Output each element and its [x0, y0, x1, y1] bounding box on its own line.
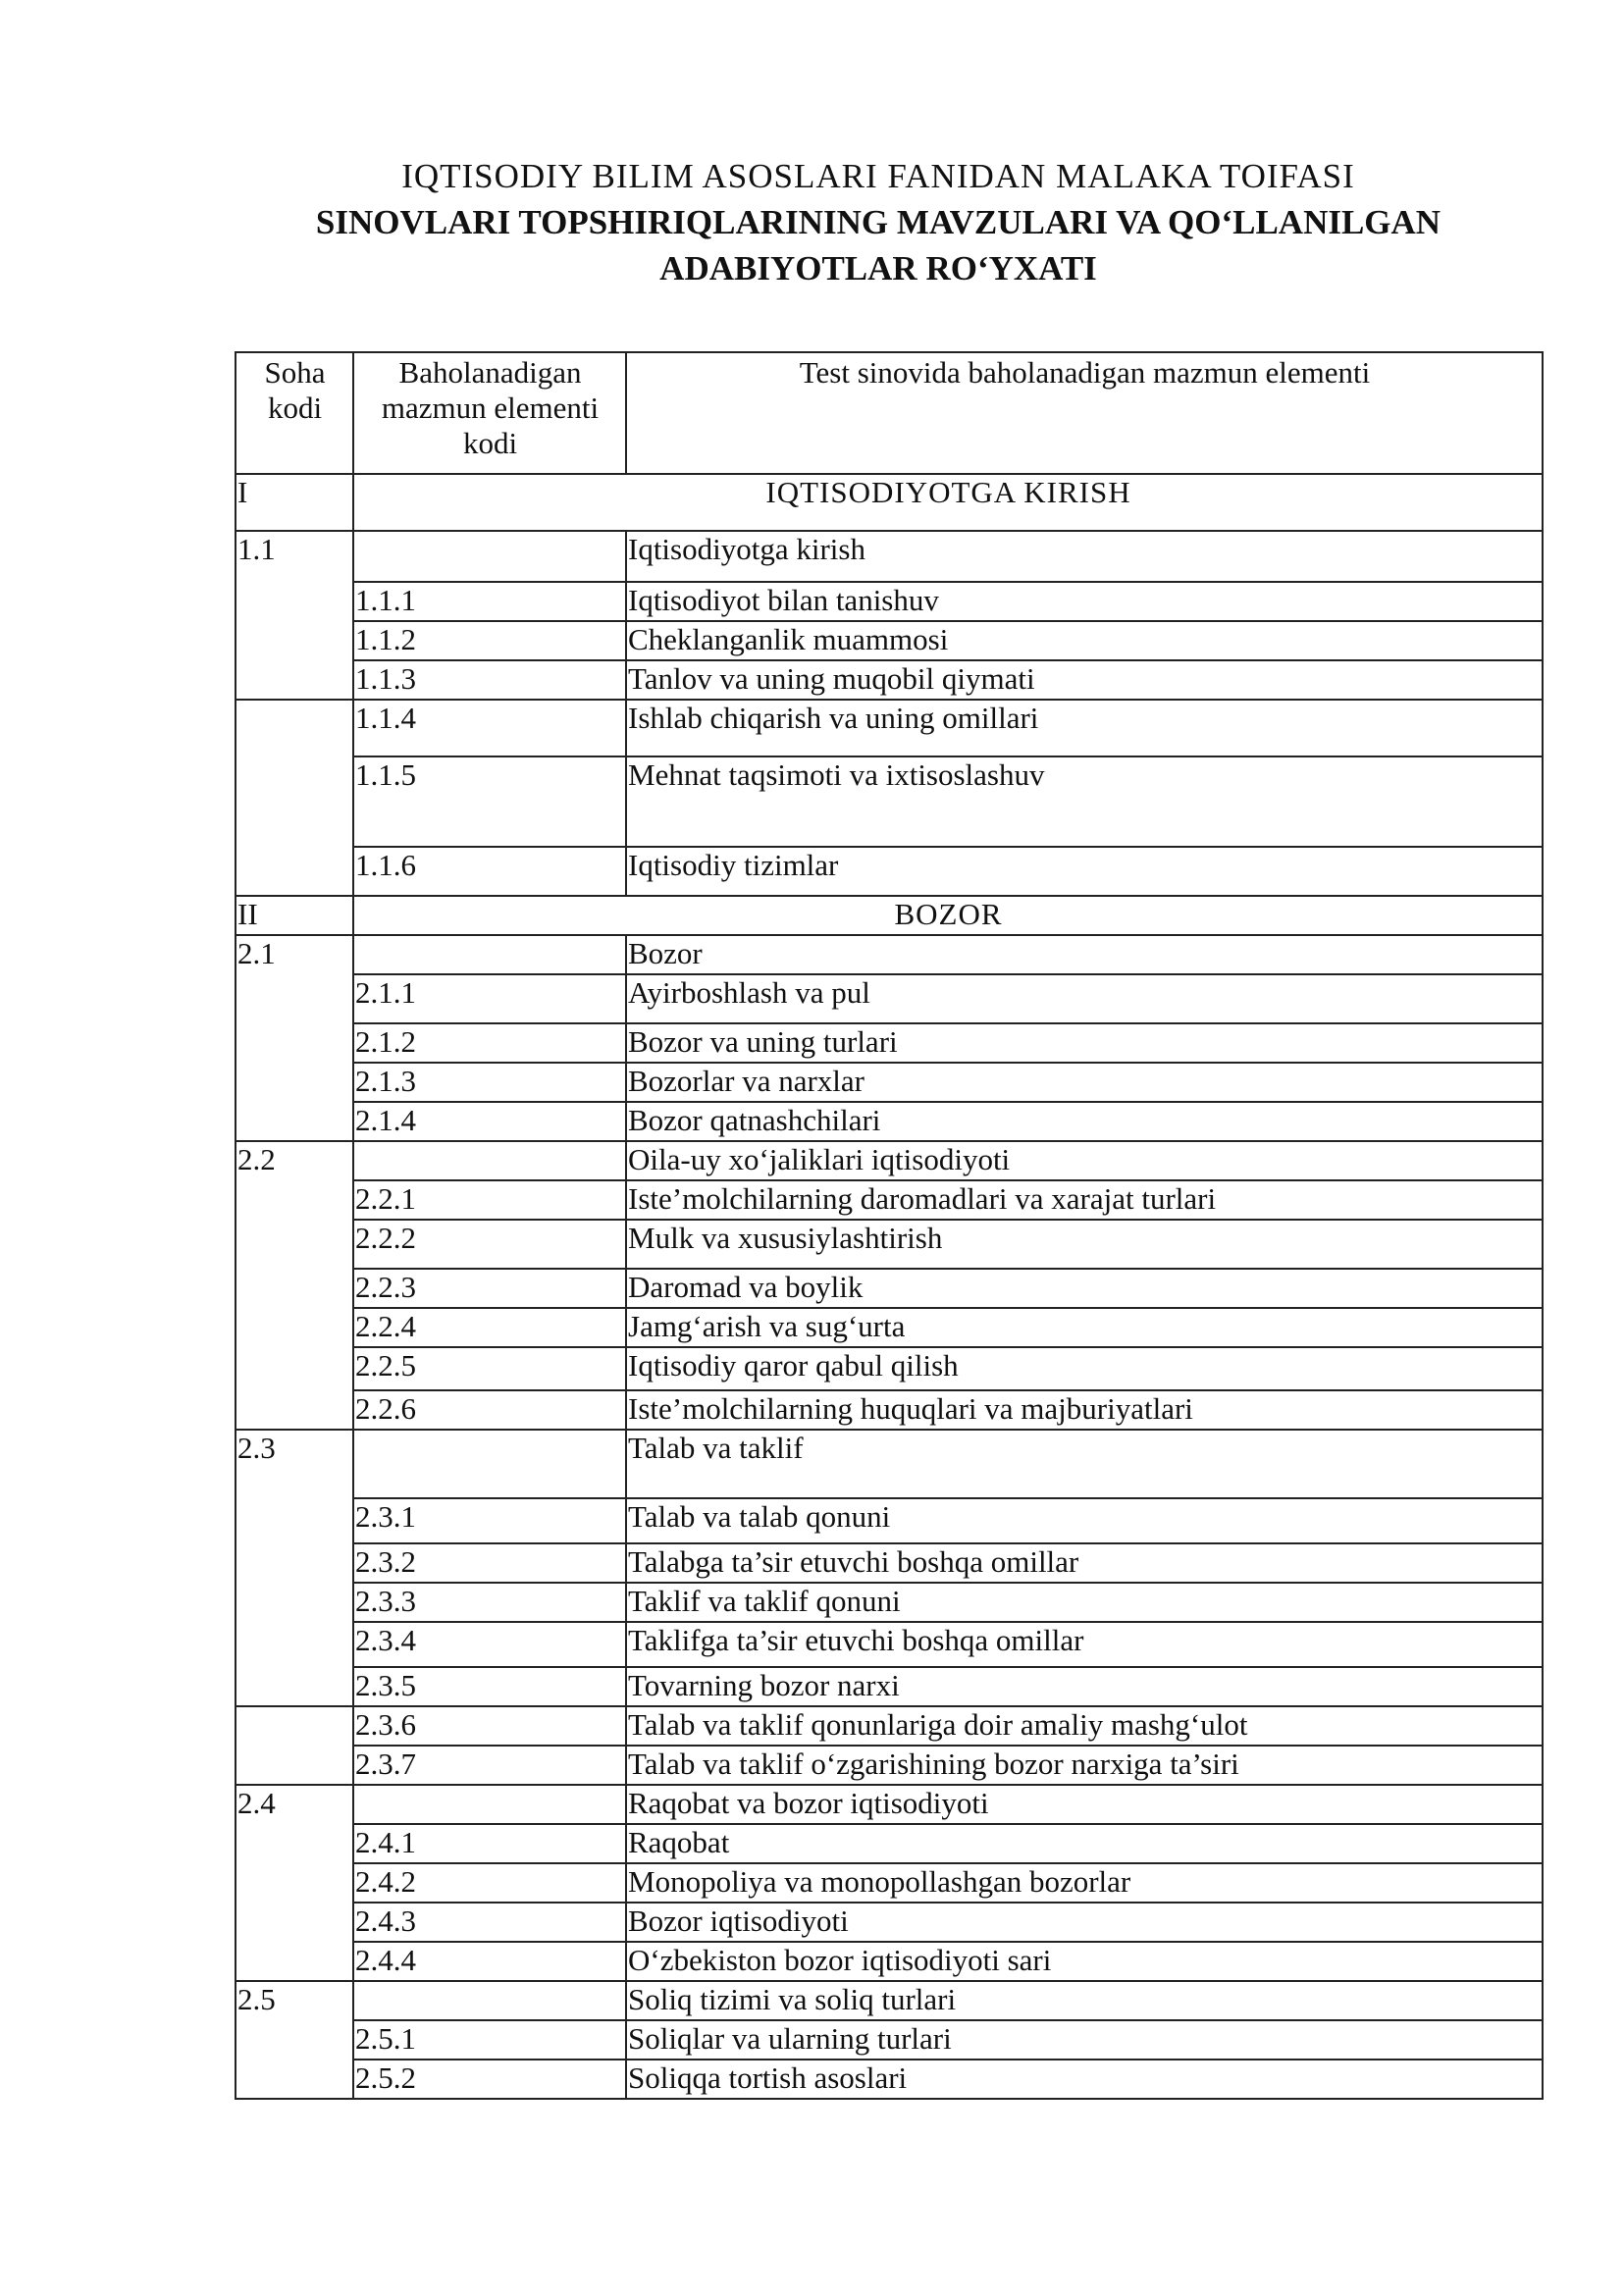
item-row [236, 2060, 1543, 2099]
element-title: Iste’molchilarning huquqlari va majburiyatlari [626, 1390, 1543, 1430]
element-title: Soliqqa tortish asoslari [626, 2060, 1543, 2099]
topic-row [236, 1141, 1543, 1180]
item-row [236, 1390, 1543, 1430]
topic-code: 2.2 [236, 1141, 353, 1430]
item-row [236, 1706, 1543, 1746]
element-title: Jamg‘arish va sug‘urta [626, 1308, 1543, 1347]
element-title: O‘zbekiston bozor iqtisodiyoti sari [626, 1942, 1543, 1981]
element-code: 2.4.1 [353, 1824, 626, 1863]
element-title: Taklif va taklif qonuni [626, 1583, 1543, 1622]
item-row [236, 1824, 1543, 1863]
element-title: Talab va talab qonuni [626, 1498, 1543, 1543]
item-row [236, 756, 1543, 847]
element-code: 1.1.4 [353, 700, 626, 756]
section-row [236, 474, 1543, 531]
item-row [236, 582, 1543, 621]
document-title [196, 153, 1560, 291]
item-row [236, 1308, 1543, 1347]
topic-title: Raqobat va bozor iqtisodiyoti [626, 1785, 1543, 1824]
item-row [236, 1220, 1543, 1269]
element-title: Tanlov va uning muqobil qiymati [626, 660, 1543, 700]
element-code: 2.3.3 [353, 1583, 626, 1622]
title-line-2: SINOVLARI TOPSHIRIQLARINING MAVZULARI VA QO‘LLANILGAN [315, 203, 1441, 241]
element-code: 2.3.5 [353, 1667, 626, 1706]
item-row [236, 1063, 1543, 1102]
element-title: Bozor va uning turlari [626, 1023, 1543, 1063]
element-code: 2.4.4 [353, 1942, 626, 1981]
element-code: 2.2.6 [353, 1390, 626, 1430]
item-row [236, 1942, 1543, 1981]
topic-element-code-empty [353, 531, 626, 582]
item-row [236, 1347, 1543, 1390]
element-code: 2.2.3 [353, 1269, 626, 1308]
element-title: Iste’molchilarning daromadlari va xarajat turlari [626, 1180, 1543, 1220]
topic-code: 2.5 [236, 1981, 353, 2099]
topic-element-code-empty [353, 1785, 626, 1824]
item-row [236, 1543, 1543, 1583]
item-row [236, 1180, 1543, 1220]
element-code: 2.3.4 [353, 1622, 626, 1667]
topics-table [235, 351, 1544, 2100]
element-code: 2.1.4 [353, 1102, 626, 1141]
element-code: 2.2.4 [353, 1308, 626, 1347]
element-title: Daromad va boylik [626, 1269, 1543, 1308]
area-code-empty [236, 700, 353, 896]
header-soha-kodi: Soha kodi [236, 352, 353, 474]
element-title: Iqtisodiyot bilan tanishuv [626, 582, 1543, 621]
element-code: 2.1.1 [353, 974, 626, 1023]
topic-element-code-empty [353, 1141, 626, 1180]
element-title: Raqobat [626, 1824, 1543, 1863]
element-code: 1.1.6 [353, 847, 626, 896]
element-code: 2.4.3 [353, 1903, 626, 1942]
item-row [236, 1667, 1543, 1706]
topic-title: Iqtisodiyotga kirish [626, 531, 1543, 582]
topic-code: 1.1 [236, 531, 353, 700]
element-title: Taklifga ta’sir etuvchi boshqa omillar [626, 1622, 1543, 1667]
element-code: 1.1.3 [353, 660, 626, 700]
item-row [236, 1863, 1543, 1903]
topic-title: Soliq tizimi va soliq turlari [626, 1981, 1543, 2020]
title-line-1: IQTISODIY BILIM ASOSLARI FANIDAN MALAKA TOIFASI [401, 157, 1355, 195]
element-title: Talab va taklif o‘zgarishining bozor narxiga ta’siri [626, 1746, 1543, 1785]
element-code: 1.1.5 [353, 756, 626, 847]
element-code: 2.3.1 [353, 1498, 626, 1543]
element-code: 2.2.1 [353, 1180, 626, 1220]
element-code: 2.3.2 [353, 1543, 626, 1583]
element-code: 2.5.1 [353, 2020, 626, 2060]
topic-row [236, 935, 1543, 974]
topic-title: Talab va taklif [626, 1430, 1543, 1498]
item-row [236, 974, 1543, 1023]
element-code: 2.3.7 [353, 1746, 626, 1785]
element-title: Iqtisodiy tizimlar [626, 847, 1543, 896]
element-code: 2.2.5 [353, 1347, 626, 1390]
section-row [236, 896, 1543, 935]
element-title: Bozorlar va narxlar [626, 1063, 1543, 1102]
item-row [236, 700, 1543, 756]
item-row [236, 1746, 1543, 1785]
topic-row [236, 1785, 1543, 1824]
element-title: Talab va taklif qonunlariga doir amaliy mashg‘ulot [626, 1706, 1543, 1746]
item-row [236, 621, 1543, 660]
topic-code: 2.1 [236, 935, 353, 1141]
item-row [236, 1102, 1543, 1141]
topic-row [236, 531, 1543, 582]
element-title: Bozor qatnashchilari [626, 1102, 1543, 1141]
element-code: 2.1.2 [353, 1023, 626, 1063]
item-row [236, 1269, 1543, 1308]
topic-element-code-empty [353, 1430, 626, 1498]
element-code: 1.1.1 [353, 582, 626, 621]
item-row [236, 1583, 1543, 1622]
table-header-row [236, 352, 1543, 474]
section-code: II [236, 896, 353, 935]
element-code: 2.1.3 [353, 1063, 626, 1102]
topic-element-code-empty [353, 935, 626, 974]
element-title: Monopoliya va monopollashgan bozorlar [626, 1863, 1543, 1903]
element-title: Bozor iqtisodiyoti [626, 1903, 1543, 1942]
topic-title: Oila-uy xo‘jaliklari iqtisodiyoti [626, 1141, 1543, 1180]
element-code: 2.5.2 [353, 2060, 626, 2099]
section-title: BOZOR [353, 896, 1543, 935]
item-row [236, 1023, 1543, 1063]
item-row [236, 1903, 1543, 1942]
element-code: 2.4.2 [353, 1863, 626, 1903]
topic-element-code-empty [353, 1981, 626, 2020]
header-mazmun-elementi: Test sinovida baholanadigan mazmun elementi [626, 352, 1543, 474]
element-title: Cheklanganlik muammosi [626, 621, 1543, 660]
element-code: 2.2.2 [353, 1220, 626, 1269]
element-title: Talabga ta’sir etuvchi boshqa omillar [626, 1543, 1543, 1583]
element-title: Iqtisodiy qaror qabul qilish [626, 1347, 1543, 1390]
section-code: I [236, 474, 353, 531]
section-title: IQTISODIYOTGA KIRISH [353, 474, 1543, 531]
element-title: Tovarning bozor narxi [626, 1667, 1543, 1706]
header-element-kodi: Baholanadigan mazmun elementi kodi [353, 352, 626, 474]
item-row [236, 1498, 1543, 1543]
element-title: Ayirboshlash va pul [626, 974, 1543, 1023]
item-row [236, 1622, 1543, 1667]
item-row [236, 660, 1543, 700]
item-row [236, 847, 1543, 896]
topic-row [236, 1430, 1543, 1498]
element-code: 1.1.2 [353, 621, 626, 660]
title-line-3: ADABIYOTLAR RO‘YXATI [659, 249, 1097, 287]
topic-row [236, 1981, 1543, 2020]
element-code: 2.3.6 [353, 1706, 626, 1746]
topic-code: 2.4 [236, 1785, 353, 1981]
topic-code: 2.3 [236, 1430, 353, 1706]
element-title: Soliqlar va ularning turlari [626, 2020, 1543, 2060]
element-title: Ishlab chiqarish va uning omillari [626, 700, 1543, 756]
element-title: Mulk va xususiylashtirish [626, 1220, 1543, 1269]
item-row [236, 2020, 1543, 2060]
topic-title: Bozor [626, 935, 1543, 974]
area-code-empty [236, 1706, 353, 1785]
element-title: Mehnat taqsimoti va ixtisoslashuv [626, 756, 1543, 847]
